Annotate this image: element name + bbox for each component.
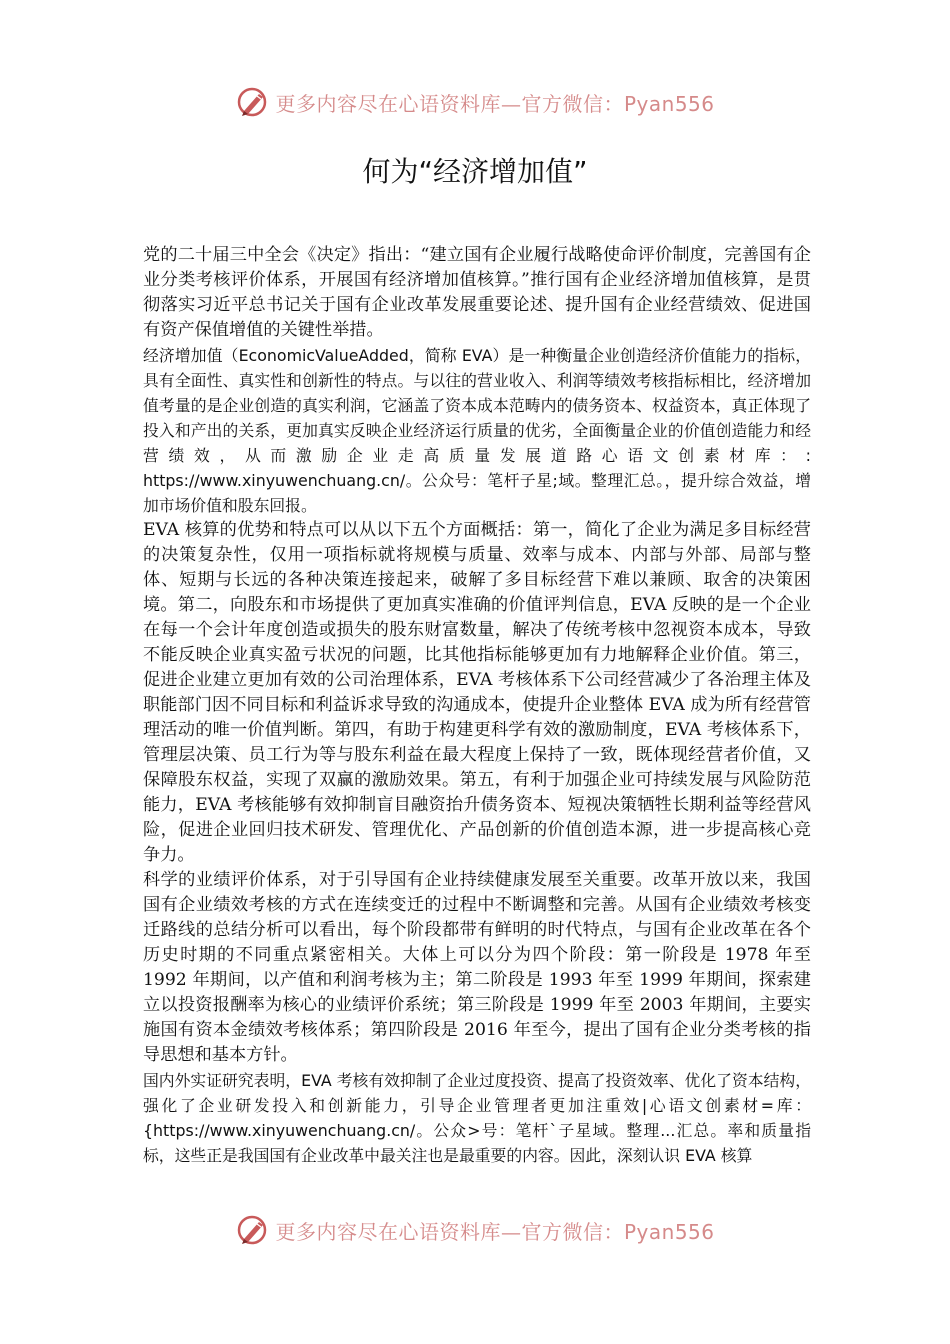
- page-title: 何为“经济增加值”: [362, 155, 588, 188]
- paragraph-3: EVA 核算的优势和特点可以从以下五个方面概括：第一，简化了企业为满足多目标经营的决策复杂性，仅用一项指标就将规模与质量、效率与成本、内部与外部、局部与整体、短期与长远的各种决策连接起来，破解了多目标经营下难以兼顾、取舍的决策困境。第二，向股东和市场提供了更加真实准确的价值评判信息，EVA 反映的是一个企业在每一个会计年度创造或损失的股东财富数量，解决了传统考核中忽视资本成本，导致不能反映企业真实盈亏状况的问题，比其他指标能够更加有力地解释企业价值。第三，促进企业建立更加有效的公司治理体系，EVA 考核体系下公司经营减少了各治理主体及职能部门因不同目标和利益诉求导致的沟通成本，使提升企业整体 EVA 成为所有经营管理活动的唯一价值判断。第四，有助于构建更科学有效的激励制度，EVA 考核体系下，管理层决策、员工行为等与股东利益在最大程度上保持了一致，既体现经营者价值，又保障股东权益，实现了双赢的激励效果。第五，有利于加强企业可持续发展与风险防范能力，EVA 考核能够有效抑制盲目融资抬升债务资本、短视决策牺牲长期利益等经营风险，促进企业回归技术研发、管理优化、产品创新的价值创造本源，进一步提高核心竞争力。: [143, 520, 811, 865]
- wechat-id: Pyan556: [623, 1219, 715, 1244]
- document-body: [143, 243, 811, 1168]
- paragraph-2: 经济增加值（EconomicValueAdded，简称 EVA）是一种衡量企业创造经济价值能力的指标，具有全面性、真实性和创新性的特点。与以往的营业收入、利润等绩效考核指标相比，经济增加值考量的是企业创造的真实利润，它涵盖了资本成本范畴内的债务资本、权益资本，真正体现了投入和产出的关系，更加真实反映企业经济运行质量的优劣，全面衡量企业的价值创造能力和经营绩效，从而激励企业走高质量发展道路心语文创素材库：: https://www.xinyuwenchuang.cn/。公众号：笔杆子星;域。整理汇总。，提升综合效益，增加市场价值和股东回报。: [143, 346, 811, 515]
- watermark-text: 更多内容尽在心语资料库—官方微信：Pyan556: [275, 1219, 715, 1244]
- pen-logo-icon: [235, 84, 271, 120]
- paragraph-1: 党的二十届三中全会《决定》指出：“建立国有企业履行战略使命评价制度，完善国有企业分类考核评价体系，开展国有经济增加值核算。”推行国有企业经济增加值核算，是贯彻落实习近平总书记关于国有企业改革发展重要论述、提升国有企业经营绩效、促进国有资产保值增值的关键性举措。: [143, 245, 811, 340]
- watermark-text: 更多内容尽在心语资料库—官方微信：Pyan556: [275, 91, 715, 116]
- paragraph-4: 科学的业绩评价体系，对于引导国有企业持续健康发展至关重要。改革开放以来，我国国有企业绩效考核的方式在连续变迁的过程中不断调整和完善。从国有企业绩效考核变迁路线的总结分析可以看出，每个阶段都带有鲜明的时代特点，与国有企业改革在各个历史时期的不同重点紧密相关。大体上可以分为四个阶段：第一阶段是 1978 年至 1992 年期间，以产值和利润考核为主；第二阶段是 1993 年至 1999 年期间，探索建立以投资报酬率为核心的业绩评价系统；第三阶段是 1999 年至 2003 年期间，主要实施国有资本金绩效考核体系；第四阶段是 2016 年至今，提出了国有企业分类考核的指导思想和基本方针。: [143, 870, 811, 1065]
- header-watermark-banner: [0, 82, 950, 122]
- pen-logo-icon: [235, 1212, 271, 1248]
- paragraph-5: 国内外实证研究表明，EVA 考核有效抑制了企业过度投资、提高了投资效率、优化了资本结构，强化了企业研发投入和创新能力，引导企业管理者更加注重效|心语文创素材=库：{https://www.xinyuwenchuang.cn/。公众>号：笔杆`子星域。整理...汇总。率和质量指标，这些正是我国国有企业改革中最关注也是最重要的内容。因此，深刻认识 EVA 核算: [143, 1071, 811, 1165]
- wechat-id: Pyan556: [623, 91, 715, 116]
- footer-watermark-banner: [0, 1210, 950, 1250]
